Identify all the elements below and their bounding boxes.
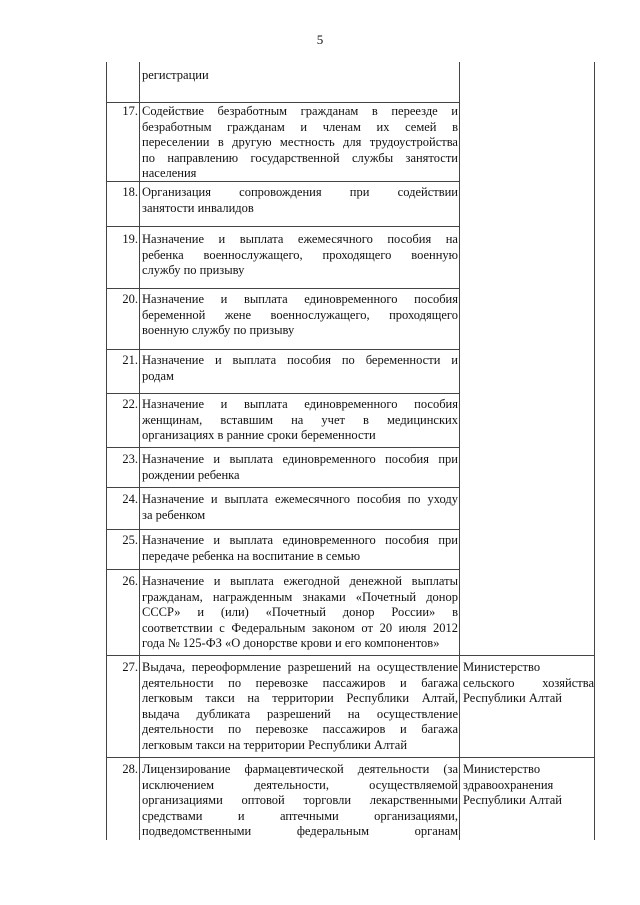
service-name: Выдача, переоформление разрешений на осуществление деятельности по перевозке пассажиров и багажа легковым такси на территории Республики Алтай, выдача дубликата разрешений на осуществление деятельности по перевозке пассажиров и багажа легковым такси на территории Республики Алтай — [142, 660, 458, 752]
service-name: Лицензирование фармацевтической деятельности (за исключением деятельности, осуществляемой организациями оптовой торговли лекарственными средствами и аптечными организациями, подведомственными федеральным органам — [142, 762, 458, 838]
service-name: Назначение и выплата пособия по беременности и родам — [142, 353, 458, 383]
row-separator — [106, 288, 459, 289]
row-separator — [106, 569, 459, 570]
row-number: 20. — [122, 292, 138, 306]
row-number: 26. — [122, 574, 138, 588]
number-column-divider — [139, 62, 140, 840]
responsible-ministry: Министерство сельского хозяйства Республики Алтай — [463, 660, 594, 705]
row-separator — [106, 757, 594, 758]
row-number: 17. — [122, 104, 138, 118]
row-separator — [106, 447, 459, 448]
table-left-border — [106, 62, 107, 840]
row-number: 28. — [122, 762, 138, 776]
row-number: 18. — [122, 185, 138, 199]
row-separator — [106, 529, 459, 530]
row-separator — [106, 393, 459, 394]
row-separator — [106, 349, 459, 350]
table-right-border — [594, 62, 595, 840]
row-separator — [106, 655, 594, 656]
row-number: 25. — [122, 533, 138, 547]
service-name: Назначение и выплата ежегодной денежной выплаты гражданам, награжденным знаками «Почетный донор СССР» и (или) «Почетный донор России» в соответствии с Федеральным законом от 20 июля 2012 года № 125-ФЗ «О донорстве крови и его компонентов» — [142, 574, 458, 650]
service-name: регистрации — [142, 68, 209, 82]
service-name: Назначение и выплата единовременного пособия при передаче ребенка на воспитание в семью — [142, 533, 458, 563]
organization-column-divider — [459, 62, 460, 840]
row-separator — [106, 487, 459, 488]
row-number: 24. — [122, 492, 138, 506]
responsible-ministry: Министерство здравоохранения Республики Алтай — [463, 762, 562, 807]
service-name: Назначение и выплата единовременного пособия при рождении ребенка — [142, 452, 458, 482]
page-number: 5 — [316, 32, 324, 47]
row-separator — [106, 102, 459, 103]
service-name: Организация сопровождения при содействии занятости инвалидов — [142, 185, 458, 215]
service-name: Назначение и выплата ежемесячного пособия по уходу за ребенком — [142, 492, 458, 522]
service-name: Назначение и выплата единовременного пособия женщинам, вставшим на учет в медицинских организациях в ранние сроки беременности — [142, 397, 458, 442]
row-number: 19. — [122, 232, 138, 246]
row-number: 22. — [122, 397, 138, 411]
service-name: Назначение и выплата единовременного пособия беременной жене военнослужащего, проходящего военную службу по призыву — [142, 292, 458, 337]
service-name: Содействие безработным гражданам в переезде и безработным гражданам и членам их семей в переселении в другую местность для трудоустройства по направлению государственной службы занятости населения — [142, 104, 458, 180]
row-number: 21. — [122, 353, 138, 367]
row-number: 23. — [122, 452, 138, 466]
row-separator — [106, 226, 459, 227]
row-number: 27. — [122, 660, 138, 674]
service-name: Назначение и выплата ежемесячного пособия на ребенка военнослужащего, проходящего военную службу по призыву — [142, 232, 458, 277]
